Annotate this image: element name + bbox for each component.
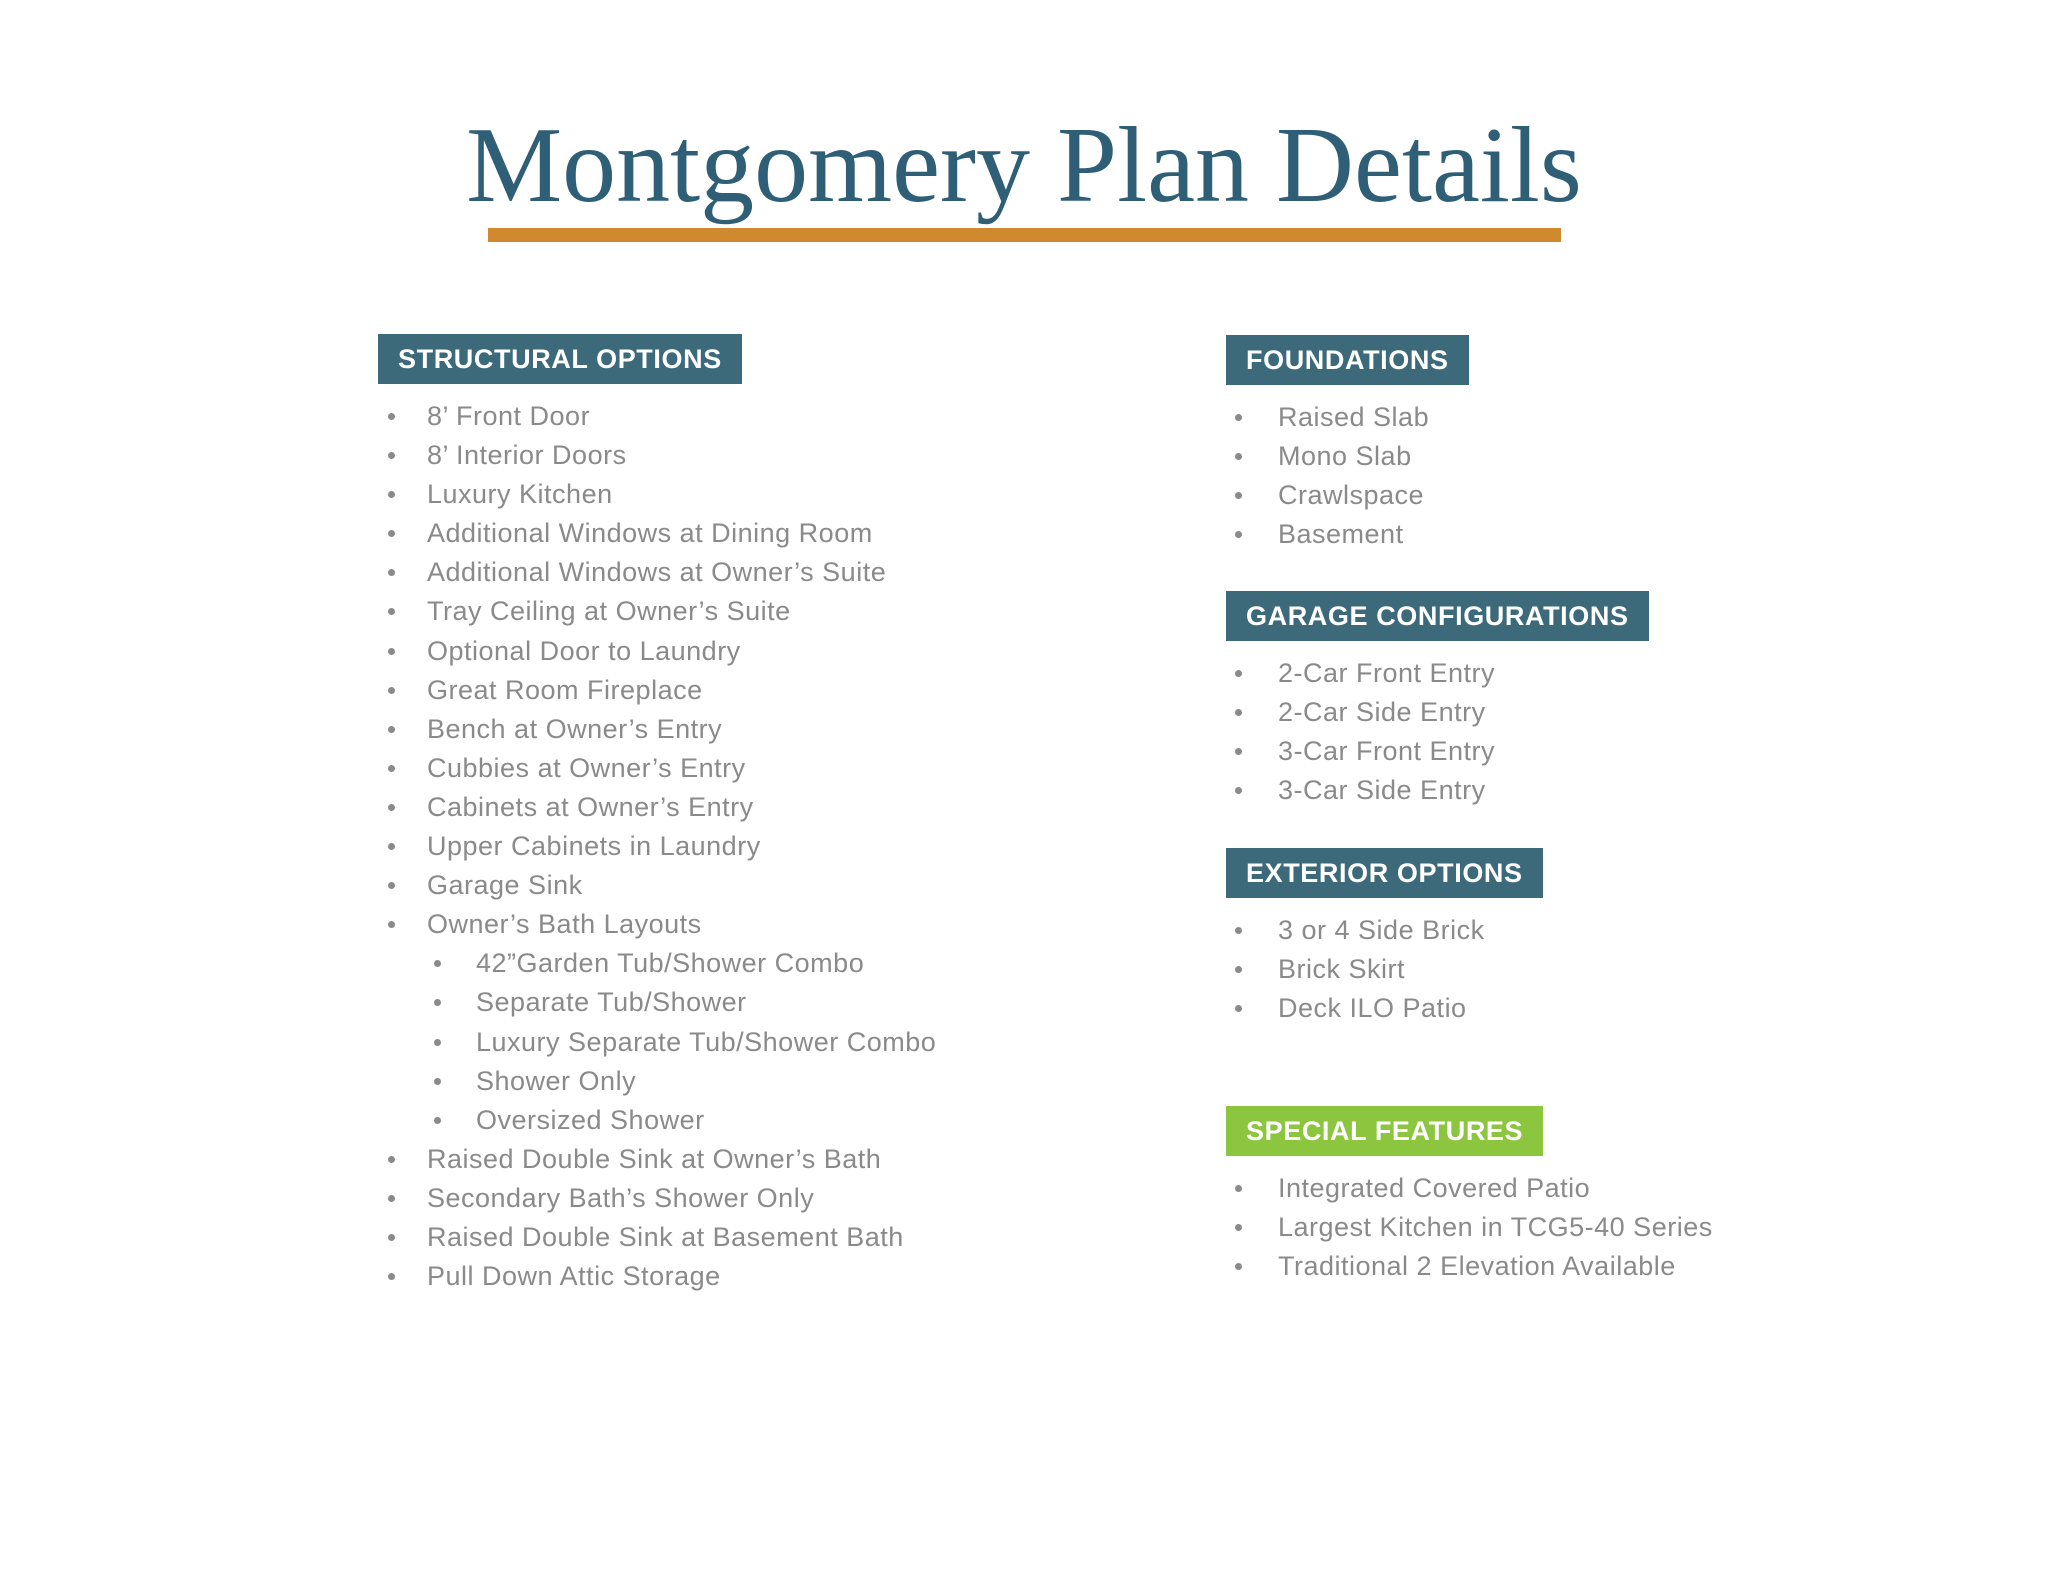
list-item-label: Oversized Shower [476,1104,705,1135]
special-features-list [1226,1169,1926,1286]
bullet-icon [388,1234,395,1241]
section-header-exterior-options: EXTERIOR OPTIONS [1226,848,1543,898]
bullet-icon [388,1195,395,1202]
title-underline-rule [488,228,1561,242]
list-item-label: Owner’s Bath Layouts [427,909,702,940]
bullet-icon [1235,787,1242,794]
bullet-icon [1235,453,1242,460]
list-item [1226,950,1926,989]
bullet-icon [388,843,395,850]
list-item-label: Pull Down Attic Storage [427,1261,721,1292]
list-item-label: 42”Garden Tub/Shower Combo [476,948,865,979]
structural-options-list [378,397,1218,1296]
list-item [378,592,1218,631]
list-item-label: Optional Door to Laundry [427,635,741,666]
bullet-icon [388,569,395,576]
list-item [1226,515,1926,554]
list-item-label: Great Room Fireplace [427,674,703,705]
list-item-label: Cabinets at Owner’s Entry [427,791,754,822]
bullet-icon [388,413,395,420]
list-item-label: Raised Double Sink at Owner’s Bath [427,1143,882,1174]
list-item [378,1179,1218,1218]
list-item [1226,437,1926,476]
bullet-icon [388,491,395,498]
bullet-icon [1235,927,1242,934]
bullet-icon [388,530,395,537]
bullet-icon [388,804,395,811]
list-item-label: Brick Skirt [1278,954,1405,984]
list-item-label: 3-Car Front Entry [1278,736,1496,766]
section-header-structural-options: STRUCTURAL OPTIONS [378,334,742,384]
list-item [378,514,1218,553]
bullet-icon [1235,1185,1242,1192]
list-item-label: Upper Cabinets in Laundry [427,831,761,862]
garage-configurations-section [1226,591,1926,810]
list-item-label: Bench at Owner’s Entry [427,713,723,744]
list-item-label: Largest Kitchen in TCG5-40 Series [1278,1212,1713,1242]
list-item [378,1023,1218,1062]
bullet-icon [1235,414,1242,421]
bullet-icon [1235,492,1242,499]
bullet-icon [1235,966,1242,973]
list-item [378,671,1218,710]
list-item [378,1218,1218,1257]
bullet-icon [1235,1263,1242,1270]
list-item [378,1062,1218,1101]
list-item-label: Garage Sink [427,870,583,901]
bullet-icon [434,999,441,1006]
bullet-icon [1235,670,1242,677]
bullet-icon [388,608,395,615]
exterior-options-list [1226,911,1926,1028]
list-item-label: Raised Double Sink at Basement Bath [427,1221,904,1252]
list-item [378,436,1218,475]
list-item-label: Basement [1278,519,1404,549]
list-item-label: Crawlspace [1278,480,1425,510]
bullet-icon [434,1078,441,1085]
list-item-label: 8’ Interior Doors [427,440,627,471]
list-item [1226,911,1926,950]
list-item [1226,654,1926,693]
bullet-icon [1235,1005,1242,1012]
bullet-icon [434,1039,441,1046]
list-item [378,1140,1218,1179]
list-item-label: Additional Windows at Owner’s Suite [427,557,887,588]
list-item [1226,476,1926,515]
page-title: Montgomery Plan Details [466,106,1582,225]
list-item [1226,989,1926,1028]
list-item [378,905,1218,944]
list-item-label: Secondary Bath’s Shower Only [427,1182,815,1213]
list-item [1226,732,1926,771]
exterior-options-section [1226,848,1926,1028]
list-item-label: Cubbies at Owner’s Entry [427,752,746,783]
list-item [378,1101,1218,1140]
special-features-section [1226,1106,1926,1286]
list-item-label: Separate Tub/Shower [476,987,747,1018]
bullet-icon [388,726,395,733]
section-header-special-features: SPECIAL FEATURES [1226,1106,1543,1156]
list-item [378,397,1218,436]
bullet-icon [1235,709,1242,716]
bullet-icon [388,765,395,772]
list-item [378,553,1218,592]
bullet-icon [388,687,395,694]
list-item [1226,1208,1926,1247]
list-item-label: Luxury Kitchen [427,479,613,510]
structural-options-section [378,334,1218,1296]
list-item-label: 2-Car Side Entry [1278,697,1486,727]
bullet-icon [1235,1224,1242,1231]
foundations-list [1226,398,1926,554]
list-item-label: Additional Windows at Dining Room [427,518,873,549]
bullet-icon [388,1273,395,1280]
list-item [1226,771,1926,810]
bullet-icon [1235,748,1242,755]
list-item [1226,1169,1926,1208]
list-item-label: Deck ILO Patio [1278,993,1467,1023]
bullet-icon [1235,531,1242,538]
list-item [378,866,1218,905]
list-item [378,788,1218,827]
list-item [378,827,1218,866]
list-item [378,944,1218,983]
garage-configurations-list [1226,654,1926,810]
list-item-label: Integrated Covered Patio [1278,1173,1591,1203]
list-item-label: Mono Slab [1278,441,1412,471]
list-item-label: Tray Ceiling at Owner’s Suite [427,596,791,627]
list-item [378,1257,1218,1296]
list-item-label: Shower Only [476,1065,637,1096]
list-item [378,710,1218,749]
foundations-section [1226,335,1926,554]
list-item [1226,1247,1926,1286]
list-item [378,983,1218,1022]
bullet-icon [388,882,395,889]
section-header-foundations: FOUNDATIONS [1226,335,1469,385]
bullet-icon [434,960,441,967]
list-item-label: 8’ Front Door [427,401,591,431]
list-item-label: Traditional 2 Elevation Available [1278,1251,1676,1281]
list-item-label: Raised Slab [1278,402,1430,432]
bullet-icon [388,1156,395,1163]
bullet-icon [434,1117,441,1124]
list-item [1226,398,1926,437]
list-item-label: 3-Car Side Entry [1278,775,1486,805]
list-item [378,749,1218,788]
section-header-garage-configurations: GARAGE CONFIGURATIONS [1226,591,1649,641]
list-item [378,475,1218,514]
list-item-label: 2-Car Front Entry [1278,658,1496,688]
bullet-icon [388,648,395,655]
list-item-label: 3 or 4 Side Brick [1278,915,1485,945]
bullet-icon [388,921,395,928]
list-item [378,632,1218,671]
list-item [1226,693,1926,732]
bullet-icon [388,452,395,459]
list-item-label: Luxury Separate Tub/Shower Combo [476,1026,937,1057]
